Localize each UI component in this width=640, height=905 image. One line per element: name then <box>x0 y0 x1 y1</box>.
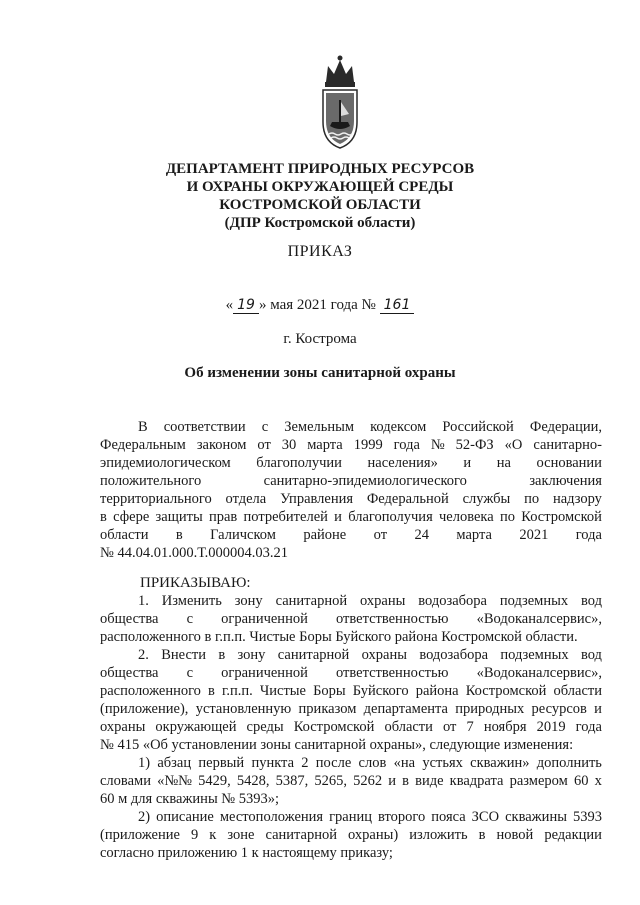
word: охраны <box>361 647 407 663</box>
handwritten-day: 19 <box>233 297 259 314</box>
preamble-paragraph <box>100 418 602 562</box>
word: установленную <box>195 701 292 717</box>
word: санитарной <box>265 827 338 843</box>
sub-item-1 <box>100 754 602 808</box>
word: года <box>575 719 602 735</box>
word: ноября <box>483 719 527 735</box>
word: г.п.п. <box>222 683 253 699</box>
word: прав <box>208 509 238 525</box>
word: вод <box>581 593 602 609</box>
word: 5387, <box>275 773 309 789</box>
word: и <box>463 455 472 471</box>
word: марта <box>307 437 343 453</box>
word: охраны <box>360 593 406 609</box>
word: 60 м для скважины № 5393»; <box>100 791 280 807</box>
word: зону <box>234 593 263 609</box>
word: области <box>553 683 602 699</box>
word: расположенного в г.п.п. Чистые Боры Буйского района Костромской области. <box>100 629 578 645</box>
word: Внести <box>161 647 206 663</box>
word: года <box>575 527 602 543</box>
text-line <box>100 772 602 790</box>
order-item-2 <box>100 646 602 754</box>
prikaz-heading: ПРИКАЗЫВАЮ: <box>140 575 251 591</box>
department-header <box>0 160 640 232</box>
department-name-line3: КОСТРОМСКОЙ ОБЛАСТИ <box>219 197 421 213</box>
word: описание <box>156 809 214 825</box>
word: года <box>393 437 420 453</box>
word: пункта <box>251 755 295 771</box>
word: абзац <box>157 755 192 771</box>
word: марта <box>456 527 492 543</box>
word: (приложение), <box>100 701 189 717</box>
word: области <box>100 527 149 543</box>
word: Костромской <box>293 719 375 735</box>
word: Федеральной <box>366 491 449 507</box>
word: человека <box>439 509 494 525</box>
word: основании <box>536 455 602 471</box>
word: 24 <box>414 527 429 543</box>
word: ресурсов <box>531 701 587 717</box>
word: в <box>402 773 409 789</box>
text-line <box>100 454 602 472</box>
word: к <box>209 827 217 843</box>
word: соответствии <box>163 419 246 435</box>
word: заключения <box>529 473 602 489</box>
word: виде <box>415 773 444 789</box>
text-line <box>100 490 602 508</box>
word: водозабора <box>418 593 487 609</box>
word: дополнить <box>536 755 602 771</box>
department-abbreviation: (ДПР Костромской области) <box>224 215 416 231</box>
word: эпидемиологическом <box>100 455 231 471</box>
word: санитарной <box>277 647 350 663</box>
order-subject: Об изменении зоны санитарной охраны <box>184 365 456 381</box>
sub-item-2 <box>100 808 602 862</box>
word: 30 <box>281 437 297 453</box>
word: охраны <box>100 719 146 735</box>
department-name-line2: И ОХРАНЫ ОКРУЖАЮЩЕЙ СРЕДЫ <box>186 179 454 195</box>
text-line <box>100 718 602 736</box>
word: Земельным <box>284 419 355 435</box>
word: ответственностью <box>335 665 449 681</box>
word: 5428, <box>236 773 270 789</box>
text-line <box>100 790 602 808</box>
word: в <box>100 509 107 525</box>
word: устьях <box>422 755 463 771</box>
word: второго <box>378 809 426 825</box>
word: местоположения <box>219 809 324 825</box>
word: в <box>478 827 486 843</box>
word: 1. <box>138 593 149 609</box>
word: санитарной <box>275 593 348 609</box>
word: после <box>315 755 352 771</box>
word: 5429, <box>198 773 231 789</box>
word: 60 <box>573 773 589 789</box>
word: скважины <box>505 809 567 825</box>
word: по <box>499 509 515 525</box>
word: районе <box>303 527 347 543</box>
text-line <box>100 736 602 754</box>
word: по <box>524 491 540 507</box>
word: санитарно-эпидемиологического <box>263 473 467 489</box>
city-line: г. Кострома <box>283 331 357 347</box>
word: 1) <box>138 755 151 771</box>
word: территориального <box>100 491 212 507</box>
text-line <box>100 754 602 772</box>
word: х <box>594 773 602 789</box>
word: положительного <box>100 473 202 489</box>
word: в <box>175 527 183 543</box>
text-line <box>100 472 602 490</box>
word: «на <box>393 755 416 771</box>
word: общества <box>100 665 159 681</box>
word: и <box>334 509 342 525</box>
text-line <box>100 700 602 718</box>
word: 2 <box>301 755 309 771</box>
word: сфере <box>113 509 150 525</box>
word: Федеральным <box>100 437 186 453</box>
word: ответственностью <box>335 611 449 627</box>
word: зоне <box>227 827 255 843</box>
order-date-line <box>0 297 640 314</box>
text-line <box>100 808 602 826</box>
word: санитарно- <box>533 437 602 453</box>
word: 2) <box>138 809 151 825</box>
word: расположенного <box>100 683 201 699</box>
word: на <box>496 455 511 471</box>
word: размером <box>509 773 568 789</box>
word: населения» <box>367 455 438 471</box>
text-line <box>100 436 602 454</box>
word: района <box>415 683 459 699</box>
word: 2. <box>138 647 149 663</box>
word: согласно приложению 1 к настоящему приказу; <box>100 845 393 861</box>
word: 52-ФЗ <box>455 437 494 453</box>
word: 5262 <box>353 773 383 789</box>
date-rest: » мая 2021 года № <box>258 297 376 313</box>
word: охраны) <box>348 827 399 843</box>
word: от <box>373 527 388 543</box>
word: В <box>138 419 148 435</box>
word: пояса <box>431 809 466 825</box>
text-line <box>100 826 602 844</box>
word: Чистые <box>259 683 306 699</box>
word: № 44.04.01.000.Т.000004.03.21 <box>100 545 288 561</box>
word: Галичском <box>210 527 276 543</box>
document-body <box>100 418 602 862</box>
word: 2019 <box>536 719 566 735</box>
word: квадрата <box>449 773 504 789</box>
word: законом <box>196 437 247 453</box>
word: Костромской <box>465 683 547 699</box>
word: Российской <box>442 419 514 435</box>
word: кодексом <box>370 419 427 435</box>
text-line <box>100 664 602 682</box>
word: «№№ <box>157 773 192 789</box>
word: природных <box>455 701 525 717</box>
word: Изменить <box>161 593 222 609</box>
text-line <box>100 508 602 526</box>
word: вод <box>580 647 602 663</box>
text-line <box>100 418 602 436</box>
word: слов <box>358 755 387 771</box>
word: благополучии <box>256 455 342 471</box>
word: в <box>218 647 226 663</box>
word: благополучия <box>348 509 433 525</box>
text-line <box>100 610 602 628</box>
word: отдела <box>225 491 267 507</box>
word: общества <box>100 611 159 627</box>
word: Управления <box>280 491 354 507</box>
word: с <box>261 419 269 435</box>
word: Федерации, <box>529 419 602 435</box>
word: Буйского <box>352 683 409 699</box>
text-line <box>100 844 602 862</box>
word: (приложение <box>100 827 180 843</box>
word: и <box>388 773 397 789</box>
text-line <box>100 628 602 646</box>
text-line <box>100 526 602 544</box>
document-type-title: ПРИКАЗ <box>287 243 353 260</box>
word: защиты <box>155 509 203 525</box>
word: ЗСО <box>471 809 500 825</box>
order-item-1 <box>100 592 602 646</box>
word: департамента <box>363 701 448 717</box>
handwritten-order-number: 161 <box>380 297 415 314</box>
word: с <box>186 611 194 627</box>
word: Костромской <box>521 509 602 525</box>
word: скважин» <box>470 755 530 771</box>
word: редакции <box>544 827 602 843</box>
word: границ <box>329 809 372 825</box>
word: 5265, <box>314 773 347 789</box>
word: «О <box>504 437 523 453</box>
word: № <box>430 437 445 453</box>
word: водозабора <box>419 647 489 663</box>
word: в <box>208 683 215 699</box>
word: Боры <box>313 683 346 699</box>
word: 1999 <box>353 437 383 453</box>
word: 2021 <box>519 527 549 543</box>
text-line <box>100 682 602 700</box>
text-line <box>100 544 602 562</box>
word: 9 <box>190 827 199 843</box>
word: от <box>257 437 271 453</box>
word: службы <box>462 491 511 507</box>
word: окружающей <box>155 719 237 735</box>
word: с <box>186 665 194 681</box>
word: 5393 <box>572 809 602 825</box>
word: № 415 «Об установлении зоны санитарной охраны», следующие изменения: <box>100 737 574 753</box>
word: среды <box>246 719 284 735</box>
word: зону <box>237 647 266 663</box>
word: новой <box>496 827 534 843</box>
text-line <box>100 592 602 610</box>
word: 7 <box>466 719 474 735</box>
word: «Водоканалсервис», <box>476 665 602 681</box>
date-open-quote: « <box>225 297 234 313</box>
word: «Водоканалсервис», <box>476 611 602 627</box>
word: и <box>594 701 602 717</box>
word: потребителей <box>243 509 328 525</box>
word: первый <box>198 755 245 771</box>
text-line <box>100 646 602 664</box>
word: словами <box>100 773 151 789</box>
word: области <box>384 719 433 735</box>
kostroma-coat-of-arms-icon <box>318 52 362 152</box>
word: изложить <box>409 827 468 843</box>
word: ограниченной <box>221 611 308 627</box>
word: приказом <box>298 701 357 717</box>
word: ограниченной <box>221 665 308 681</box>
word: от <box>443 719 457 735</box>
word: надзору <box>552 491 602 507</box>
department-name-line1: ДЕПАРТАМЕНТ ПРИРОДНЫХ РЕСУРСОВ <box>165 161 475 177</box>
word: подземных <box>499 593 569 609</box>
word: подземных <box>500 647 569 663</box>
